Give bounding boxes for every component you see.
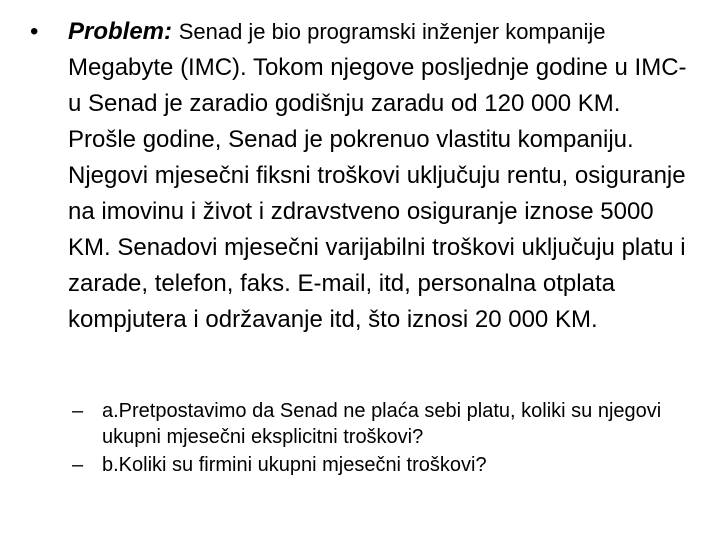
sub-question-a <box>72 398 692 450</box>
problem-bullet <box>30 14 690 338</box>
bullet-dot: • <box>30 18 39 45</box>
problem-label: Problem: <box>68 18 173 45</box>
problem-text <box>68 14 690 338</box>
sub-question-text: b.Koliki su firmini ukupni mjesečni troškovi? <box>102 454 487 476</box>
sub-question-list <box>72 398 692 480</box>
dash-bullet: – <box>72 454 84 476</box>
dash-bullet: – <box>72 400 84 422</box>
problem-body: Megabyte (IMC). Tokom njegove posljednje godine u IMC-u Senad je zaradio godišnju zaradu od 120 000 KM. Prošle godine, Senad je pokrenuo vlastitu kompaniju. Njegovi mjesečni fiksni troškovi uključuju rentu, osiguranje na imovinu i život i zdravstveno osiguranje iznose 5000 KM. Senadovi mjesečni varijabilni troškovi uključuju platu i zarade, telefon, faks. E-mail, itd, personalna otplata kompjutera i održavanje itd, što iznosi 20 000 KM. <box>68 54 687 333</box>
problem-first-line: Senad je bio programski inženjer kompanije <box>178 19 606 44</box>
sub-question-b <box>72 452 692 478</box>
sub-question-text: a.Pretpostavimo da Senad ne plaća sebi platu, koliki su njegovi ukupni mjesečni eksplicitni troškovi? <box>102 400 662 448</box>
